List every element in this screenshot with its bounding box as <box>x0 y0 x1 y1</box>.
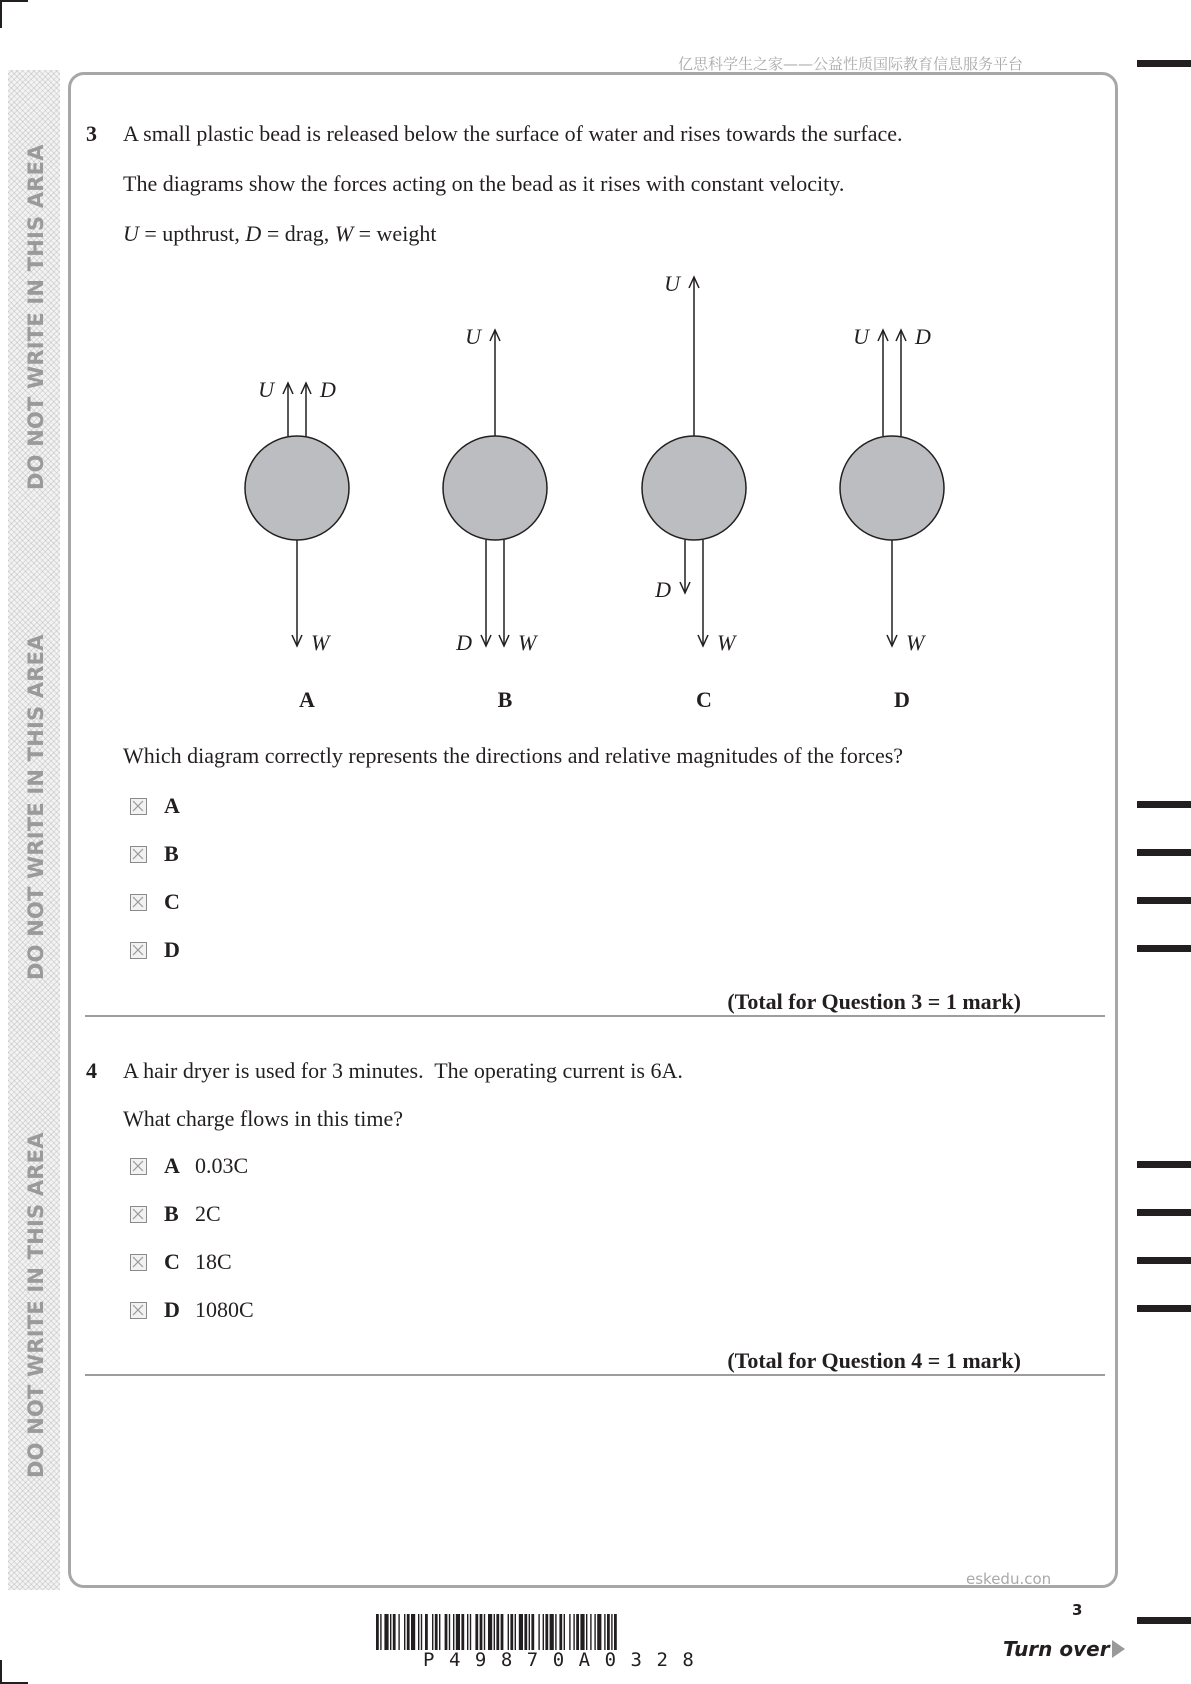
question-number: 4 <box>86 1058 97 1083</box>
question-stem: A small plastic bead is released below the surface of water and rises towards the surface. <box>123 121 903 146</box>
barcode-bar <box>590 1614 591 1650</box>
barcode-bar <box>573 1614 574 1650</box>
drag-label: D <box>320 377 336 402</box>
barcode-bar <box>404 1614 405 1650</box>
question-stem: A hair dryer is used for 3 minutes. The operating current is 6A. <box>123 1058 683 1083</box>
barcode-bar <box>611 1614 612 1650</box>
bead <box>443 436 547 540</box>
option-letter: C <box>164 1249 180 1274</box>
cross-icon <box>131 1303 145 1317</box>
timing-mark <box>1137 1617 1191 1624</box>
option-letter: B <box>164 1201 179 1226</box>
bead <box>840 436 944 540</box>
answer-option-b[interactable] <box>128 1201 348 1233</box>
crop-mark-bottom-left-v <box>0 1660 2 1684</box>
barcode-bar <box>550 1614 554 1650</box>
timing-mark <box>1137 1257 1191 1264</box>
barcode-bar <box>456 1614 460 1650</box>
barcode-bar <box>538 1614 539 1650</box>
answer-option-d[interactable] <box>128 937 208 969</box>
barcode-bar <box>501 1614 504 1650</box>
barcode-bar <box>484 1614 485 1650</box>
option-text: 18C <box>195 1249 232 1274</box>
barcode-bar <box>614 1614 617 1650</box>
key-definition: = upthrust, <box>138 221 246 246</box>
barcode-bar <box>524 1614 527 1650</box>
key-definition: = weight <box>353 221 437 246</box>
timing-mark <box>1137 1305 1191 1312</box>
answer-option-c[interactable] <box>128 889 208 921</box>
barcode-bar <box>564 1614 565 1650</box>
barcode-bar <box>384 1614 388 1650</box>
upthrust-label: U <box>258 377 274 402</box>
upthrust-label: U <box>465 324 481 349</box>
barcode-bar <box>543 1614 544 1650</box>
timing-mark <box>1137 1161 1191 1168</box>
header-watermark: 亿思科学生之家——公益性质国际教育信息服务平台 <box>678 55 1024 73</box>
barcode-bar <box>531 1614 534 1650</box>
checkbox[interactable] <box>130 1206 147 1223</box>
question-number: 3 <box>86 121 97 146</box>
cross-icon <box>131 1255 145 1269</box>
answer-option-a[interactable] <box>128 793 208 825</box>
barcode-bar <box>594 1614 595 1650</box>
barcode-bar <box>470 1614 471 1650</box>
barcode-bar <box>580 1614 584 1650</box>
option-letter: A <box>164 1153 180 1178</box>
option-letter: A <box>164 793 180 818</box>
answer-option-b[interactable] <box>128 841 208 873</box>
barcode-bar <box>607 1614 610 1650</box>
checkbox[interactable] <box>130 798 147 815</box>
key-symbol: W <box>334 221 354 246</box>
weight-label: W <box>518 630 537 655</box>
barcode-bar <box>418 1614 419 1650</box>
question-prompt: Which diagram correctly represents the directions and relative magnitudes of the forces? <box>123 743 904 768</box>
key-definition: = drag, <box>261 221 335 246</box>
drag-label: D <box>655 577 671 602</box>
option-text: 2C <box>195 1201 221 1226</box>
question-total: (Total for Question 3 = 1 mark) <box>727 989 1021 1014</box>
barcode-bar <box>445 1614 448 1650</box>
checkbox[interactable] <box>130 1158 147 1175</box>
barcode-bar <box>597 1614 601 1650</box>
barcode <box>376 1614 812 1654</box>
triangle-right-icon <box>1112 1640 1126 1658</box>
barcode-digits: P49870A0328 <box>423 1649 709 1671</box>
option-letter: D <box>164 1297 180 1322</box>
checkbox[interactable] <box>130 1302 147 1319</box>
barcode-bar <box>569 1614 570 1650</box>
question-context: The diagrams show the forces acting on the bead as it rises with constant velocity. <box>123 171 845 196</box>
option-text: 0.03C <box>195 1153 249 1178</box>
checkbox[interactable] <box>130 942 147 959</box>
cross-icon <box>131 1207 145 1221</box>
barcode-bar <box>496 1614 499 1650</box>
barcode-bar <box>545 1614 548 1650</box>
timing-mark <box>1137 801 1191 808</box>
do-not-write-label: DO NOT WRITE IN THIS AREA <box>24 144 48 490</box>
barcode-bar <box>488 1614 492 1650</box>
checkbox[interactable] <box>130 846 147 863</box>
question-divider <box>85 1015 1105 1017</box>
barcode-bar <box>449 1614 450 1650</box>
barcode-bar <box>494 1614 495 1650</box>
diagram-letter: D <box>894 687 910 712</box>
barcode-bar <box>439 1614 440 1650</box>
turn-over-label: Turn over <box>1003 1637 1110 1661</box>
timing-mark <box>1137 897 1191 904</box>
weight-label: W <box>311 630 330 655</box>
barcode-bar <box>390 1614 391 1650</box>
bead <box>642 436 746 540</box>
weight-label: W <box>717 630 736 655</box>
barcode-bar <box>475 1614 478 1650</box>
barcode-bar <box>508 1614 509 1650</box>
drag-label: D <box>456 630 472 655</box>
barcode-bar <box>393 1614 396 1650</box>
question-total: (Total for Question 4 = 1 mark) <box>727 1348 1021 1373</box>
option-letter: B <box>164 841 179 866</box>
barcode-bar <box>480 1614 483 1650</box>
key-symbol: U <box>123 221 139 246</box>
barcode-bar <box>559 1614 562 1650</box>
barcode-bar <box>519 1614 523 1650</box>
barcode-bar <box>576 1614 579 1650</box>
barcode-bar <box>586 1614 587 1650</box>
barcode-bar <box>510 1614 513 1650</box>
timing-mark <box>1137 1209 1191 1216</box>
barcode-bar <box>425 1614 428 1650</box>
key-symbol: D <box>245 221 262 246</box>
cross-icon <box>131 1159 145 1173</box>
checkbox[interactable] <box>130 1254 147 1271</box>
barcode-bar <box>411 1614 415 1650</box>
answer-option-d[interactable] <box>128 1297 348 1329</box>
timing-mark <box>1137 849 1191 856</box>
barcode-bar <box>555 1614 556 1650</box>
barcode-bar <box>467 1614 468 1650</box>
diagram-letter: A <box>299 687 315 712</box>
weight-label: W <box>906 630 925 655</box>
barcode-bar <box>398 1614 399 1650</box>
answer-option-c[interactable] <box>128 1249 348 1281</box>
option-text: 1080C <box>195 1297 254 1322</box>
cross-icon <box>131 943 145 957</box>
barcode-bar <box>515 1614 516 1650</box>
barcode-bar <box>432 1614 433 1650</box>
page-number: 3 <box>1072 1601 1083 1619</box>
option-letter: D <box>164 937 180 962</box>
do-not-write-label: DO NOT WRITE IN THIS AREA <box>24 634 48 980</box>
barcode-bar <box>380 1614 381 1650</box>
diagram-letter: C <box>696 687 712 712</box>
barcode-bar <box>529 1614 530 1650</box>
checkbox[interactable] <box>130 894 147 911</box>
diagram-letter: B <box>497 687 513 712</box>
cross-icon <box>131 895 145 909</box>
barcode-bar <box>461 1614 464 1650</box>
barcode-bar <box>376 1614 379 1650</box>
force-diagrams <box>0 0 1191 730</box>
barcode-bar <box>435 1614 438 1650</box>
cross-icon <box>131 799 145 813</box>
footer-watermark: eskedu.con <box>966 1570 1052 1588</box>
option-letter: C <box>164 889 180 914</box>
answer-option-a[interactable] <box>128 1153 348 1185</box>
question-divider <box>85 1374 1105 1376</box>
barcode-bar <box>604 1614 605 1650</box>
barcode-bar <box>407 1614 410 1650</box>
upthrust-label: U <box>853 324 869 349</box>
drag-label: D <box>915 324 931 349</box>
cross-icon <box>131 847 145 861</box>
bead <box>245 436 349 540</box>
barcode-bar <box>421 1614 422 1650</box>
upthrust-label: U <box>664 271 680 296</box>
do-not-write-label: DO NOT WRITE IN THIS AREA <box>24 1132 48 1478</box>
timing-mark <box>1137 945 1191 952</box>
question-prompt: What charge flows in this time? <box>123 1106 404 1131</box>
barcode-bar <box>453 1614 454 1650</box>
